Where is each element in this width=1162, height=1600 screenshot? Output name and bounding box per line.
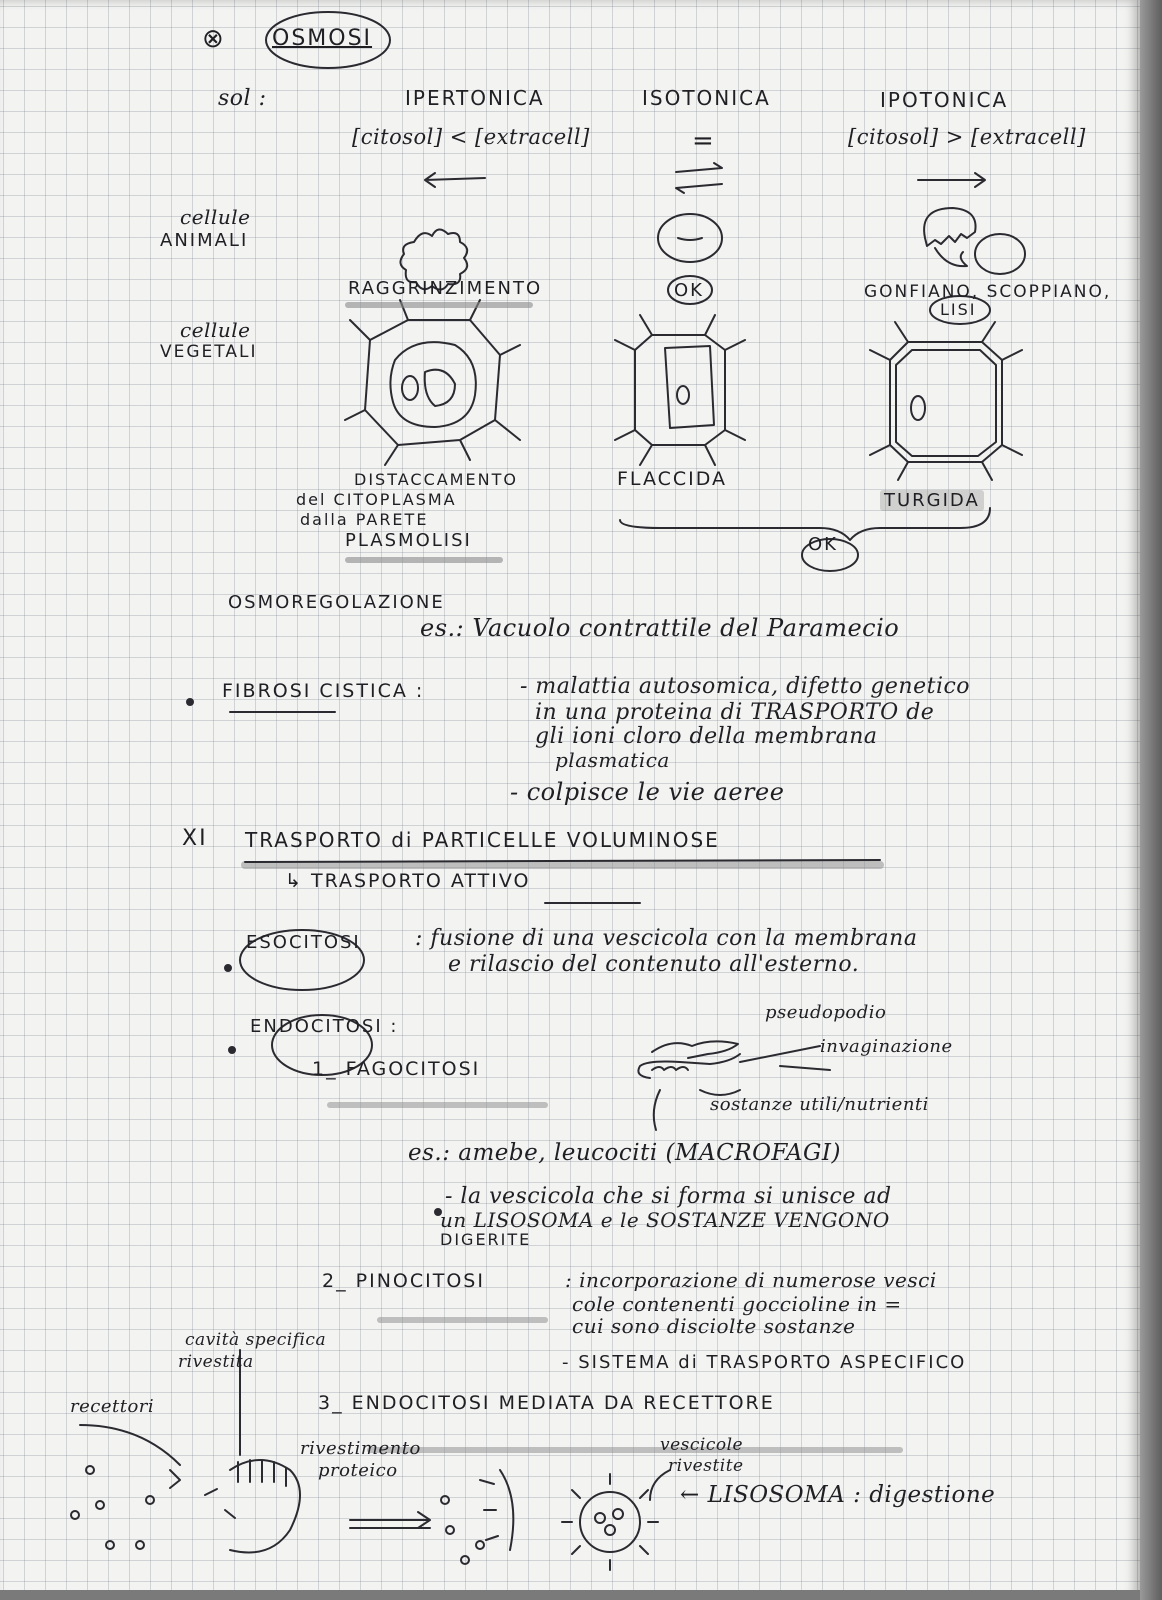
fibrosi-point-2: in una proteina di TRASPORTO de — [535, 700, 935, 725]
fagocitosi-title: 1_ FAGOCITOSI — [312, 1058, 481, 1080]
fagocitosi-label-pseudopodio: pseudopodio — [765, 1002, 887, 1023]
animal-ipertonica-result: RAGGRINZIMENTO — [348, 278, 543, 299]
plant-cell-plasmolysis-icon — [345, 300, 520, 465]
section-trasporto-title: TRASPORTO di PARTICELLE VOLUMINOSE — [245, 828, 720, 852]
row-vegetali-line2: VEGETALI — [160, 342, 258, 362]
burst-cell-icon — [924, 208, 975, 246]
fagocitosi-point-3: DIGERITE — [440, 1230, 532, 1249]
esocitosi-desc-2: e rilascio del contenuto all'esterno. — [448, 952, 860, 977]
section-title: OSMOSI — [272, 26, 373, 51]
ok-bracket — [620, 508, 990, 540]
col-isotonica-formula: = — [692, 126, 716, 156]
esocitosi-desc-1: : fusione di una vescicola con la membrana — [415, 926, 918, 951]
cavita-line2: rivestita — [178, 1352, 254, 1372]
fibrosi-point-5: - colpisce le vie aeree — [510, 778, 785, 806]
rivestimento-line1: rivestimento — [300, 1438, 421, 1459]
fagocitosi-label-invaginazione: invaginazione — [820, 1036, 953, 1057]
fibrosi-point-1: - malattia autosomica, difetto genetico — [520, 674, 971, 699]
col-ipertonica-title: IPERTONICA — [405, 86, 545, 110]
plant-ipertonica-line1: DISTACCAMENTO — [354, 470, 518, 489]
arrow-left — [425, 173, 485, 187]
col-ipotonica-title: IPOTONICA — [880, 88, 1009, 112]
plant-ok: OK — [808, 534, 838, 555]
rivestimento-line2: proteico — [318, 1460, 398, 1481]
col-ipotonica-formula: [citosol] > [extracell] — [848, 125, 1086, 149]
fagocitosi-label-sostanze: sostanze utili/nutrienti — [710, 1094, 929, 1115]
sol-label: sol : — [218, 86, 267, 111]
vescicola-line2: rivestite — [668, 1456, 744, 1476]
section-marker: ⊗ — [202, 24, 226, 54]
arrow-right — [918, 173, 985, 187]
esocitosi-title: ESOCITOSI — [246, 932, 361, 953]
notebook-bottom-edge — [0, 1590, 1140, 1600]
col-ipertonica-formula: [citosol] < [extracell] — [352, 125, 590, 149]
plant-cell-flaccid-icon — [615, 315, 745, 465]
pinocitosi-desc-2: cole contenenti goccioline in = — [572, 1292, 902, 1316]
section-trasporto-sub: ↳ TRASPORTO ATTIVO — [285, 870, 531, 892]
fagocitosi-point-1: - la vescicola che si forma si unisce ad — [445, 1184, 892, 1209]
row-animali-line1: cellule — [180, 205, 251, 229]
row-animali-line2: ANIMALI — [160, 230, 249, 251]
pinocitosi-desc-1: : incorporazione di numerose vesci — [565, 1268, 937, 1292]
phagocytosis-sketch-icon — [638, 1041, 830, 1130]
section-xi-marker: XI — [182, 826, 208, 851]
animal-ipotonica-result: GONFIANO, SCOPPIANO, — [864, 282, 1112, 302]
fagocitosi-point-2: un LISOSOMA e le SOSTANZE VENGONO — [440, 1208, 890, 1232]
pinocitosi-point: - SISTEMA di TRASPORTO ASPECIFICO — [562, 1352, 967, 1373]
pinocitosi-title: 2_ PINOCITOSI — [322, 1270, 485, 1292]
vescicola-line1: vescicole — [660, 1435, 744, 1455]
recettore-title: 3_ ENDOCITOSI MEDIATA DA RECETTORE — [318, 1392, 775, 1414]
fibrosi-title: FIBROSI CISTICA : — [222, 680, 425, 702]
equilibrium-arrows — [676, 163, 722, 193]
pinocitosi-desc-3: cui sono disciolte sostanze — [572, 1314, 856, 1338]
plant-plasmolisi: PLASMOLISI — [345, 530, 472, 551]
row-vegetali-line1: cellule — [180, 318, 251, 342]
plant-ipertonica-line3: dalla PARETE — [300, 510, 429, 529]
recettori-label: recettori — [70, 1396, 155, 1417]
animal-lisi: LISI — [940, 300, 977, 319]
cavita-line1: cavità specifica — [185, 1330, 327, 1350]
plant-isotonica-result: FLACCIDA — [617, 468, 728, 490]
fibrosi-point-3: gli ioni cloro della membrana — [535, 724, 878, 749]
osmoregolazione-title: OSMOREGOLAZIONE — [228, 592, 445, 613]
endocitosi-title: ENDOCITOSI : — [250, 1016, 399, 1037]
normal-cell-icon — [658, 214, 722, 262]
plant-cell-turgid-icon — [870, 322, 1022, 480]
fibrosi-point-4: plasmatica — [555, 748, 670, 772]
plant-ipertonica-line2: del CITOPLASMA — [296, 490, 457, 509]
osmoregolazione-example: es.: Vacuolo contrattile del Paramecio — [420, 614, 900, 642]
plant-ipotonica-result: TURGIDA — [880, 490, 984, 511]
col-isotonica-title: ISOTONICA — [642, 86, 771, 110]
lisosoma-label: ← LISOSOMA : digestione — [680, 1482, 996, 1508]
notebook-edge — [1140, 0, 1162, 1600]
fagocitosi-example: es.: amebe, leucociti (MACROFAGI) — [408, 1140, 841, 1166]
animal-isotonica-result: OK — [674, 280, 704, 301]
